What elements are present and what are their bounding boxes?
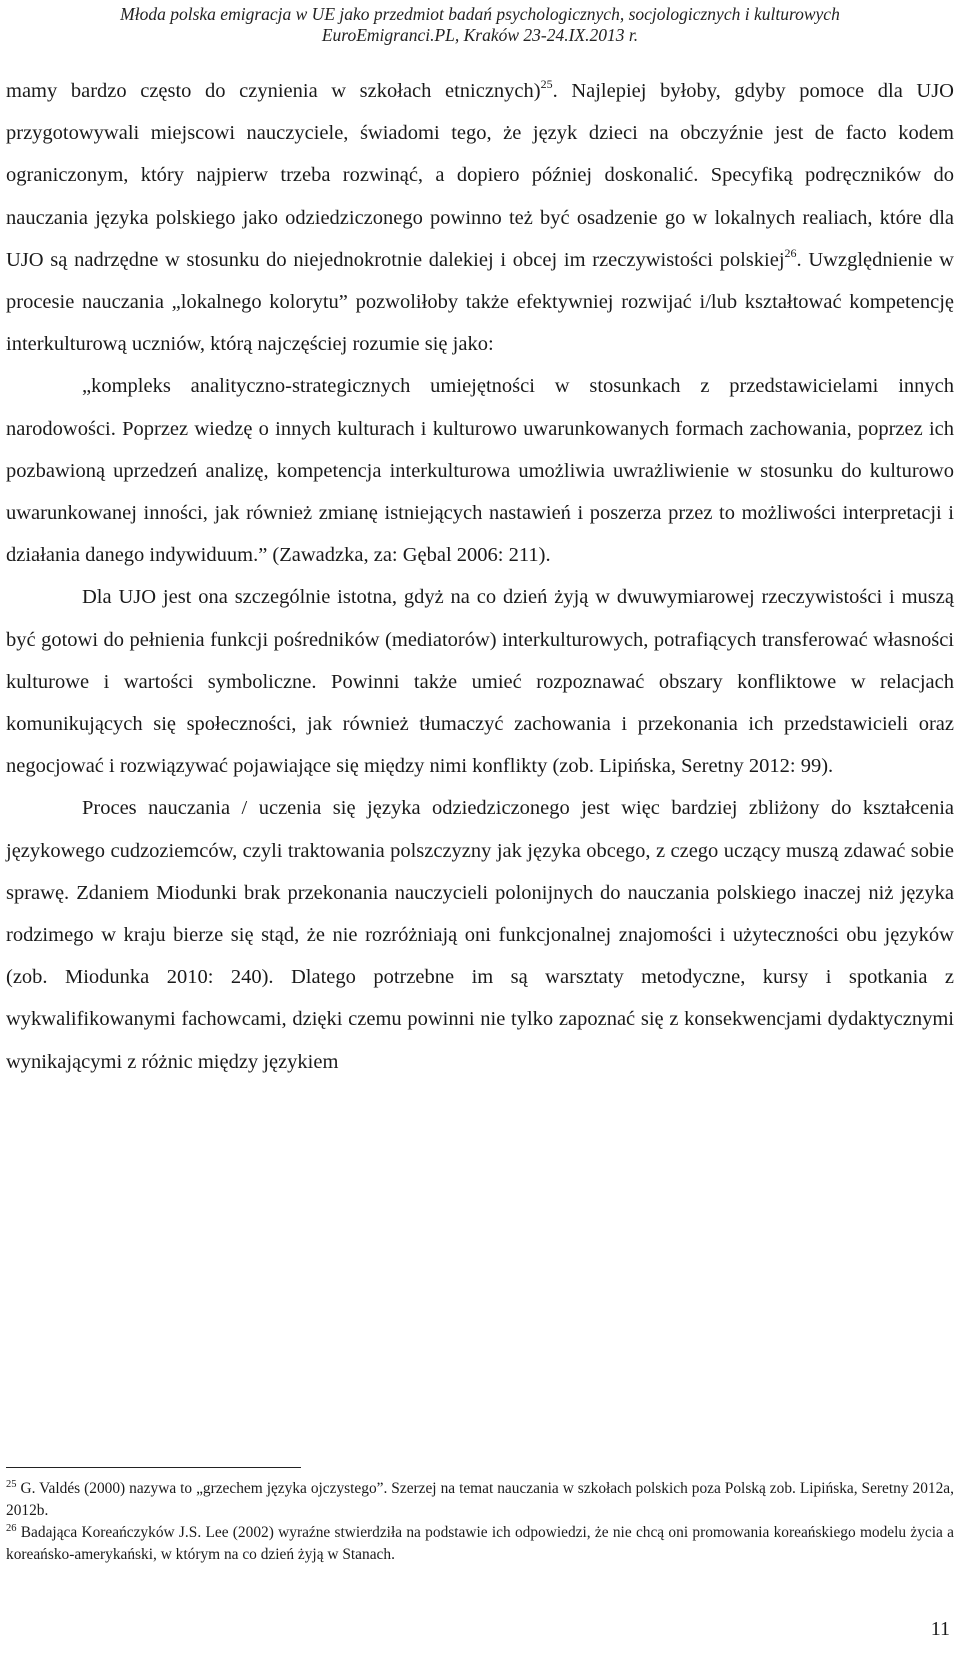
block-quote: „kompleks analityczno-strategicznych umiejętności w stosunkach z przedstawicielami innych narodowości. Poprzez wiedzę o innych kulturach i kulturowo uwarunkowanych formach zachowania, poprzez ich pozbawioną uprzedzeń analizę, kompetencja interkulturowa umożliwia uwrażliwienie w stosunku do kulturowo uwarunkowanej inności, jak również zmianę istniejących nastawień i poszerza przez to możliwości interpretacji i działania danego indywiduum.” (Zawadzka, za: Gębal 2006: 211). [6,375,954,567]
paragraph-2: Dla UJO jest ona szczególnie istotna, gdyż na co dzień żyją w dwuwymiarowej rzeczywistości i muszą być gotowi do pełnienia funkcji pośredników (mediatorów) interkulturowych, potrafiących transferować własności kulturowe i wartości symboliczne. Powinni także umieć rozpoznawać obszary konfliktowe w relacjach komunikujących się społeczności, jak również tłumaczyć zachowania i przekonania ich przedstawicieli oraz negocjować i rozwiązywać pojawiające się między nimi konflikty (zob. Lipińska, Seretny 2012: 99). [6,586,954,778]
footnote-text: Badająca Koreańczyków J.S. Lee (2002) wyraźne stwierdziła na podstawie ich odpowiedzi, że nie chcą oni promowania koreańskiego modelu życia a koreańsko-amerykański, w którym na co dzień żyją w Stanach. [6,1524,954,1563]
paragraph-1-text-a: mamy bardzo często do czynienia w szkołach etnicznych) [6,80,541,102]
paragraph-3: Proces nauczania / uczenia się języka odziedziczonego jest więc bardziej zbliżony do kształcenia językowego cudzoziemców, czyli traktowania polszczyzny jak języka obcego, z czego uczący muszą zdawać sobie sprawę. Zdaniem Miodunki brak przekonania nauczycieli polonijnych do nauczania polskiego inaczej niż języka rodzimego w kraju bierze się stąd, że nie rozróżniają oni funkcjonalnej znajomości i użyteczności obu języków (zob. Miodunka 2010: 240). Dlatego potrzebne im są warsztaty metodyczne, kursy i spotkania z wykwalifikowanymi fachowcami, dzięki czemu powinni nie tylko zapoznać się z konsekwencjami dydaktycznymi wynikającymi z różnic między językiem [6,797,954,1073]
footnote-number: 25 [6,1479,17,1490]
footnote-ref-26[interactable]: 26 [784,245,797,260]
main-text [6,70,954,1083]
running-header [0,4,960,46]
footnote-separator [6,1467,301,1468]
footnote-25 [6,1478,954,1521]
page-number: 11 [930,1618,950,1640]
header-conference-title: Młoda polska emigracja w UE jako przedmiot badań psychologicznych, socjologicznych i kulturowych [120,4,840,24]
header-conference-place-date: EuroEmigranci.PL, Kraków 23-24.IX.2013 r. [321,25,639,45]
footnote-number: 26 [6,1523,17,1534]
paragraph-1-text-c: . Uwzględnienie w procesie nauczania „lokalnego kolorytu” pozwoliłoby także efektywniej rozwijać i/lub kształtować kompetencję interkulturową uczniów, którą najczęściej rozumie się jako: [6,248,954,356]
footnote-ref-25[interactable]: 25 [540,77,553,91]
footnote-text: G. Valdés (2000) nazywa to „grzechem języka ojczystego”. Szerzej na temat nauczania w szkołach polskich poza Polską zob. Lipińska, Seretny 2012a, 2012b. [6,1480,954,1519]
footnotes [6,1478,954,1566]
paragraph-1 [6,70,954,365]
paragraph-1-text-b: . Najlepiej byłoby, gdyby pomoce dla UJO przygotowywali miejscowi nauczyciele, świadomi tego, że język dzieci na obczyźnie jest de facto kodem ograniczonym, który najpierw trzeba rozwinąć, a dopiero później doskonalić. Specyfiką podręczników do nauczania języka polskiego jako odziedziczonego powinno też być osadzenie go w lokalnych realiach, które dla UJO są nadrzędne w stosunku do niejednokrotnie dalekiej i obcej im rzeczywistości polskiej [6,80,954,271]
footnote-26 [6,1522,954,1565]
